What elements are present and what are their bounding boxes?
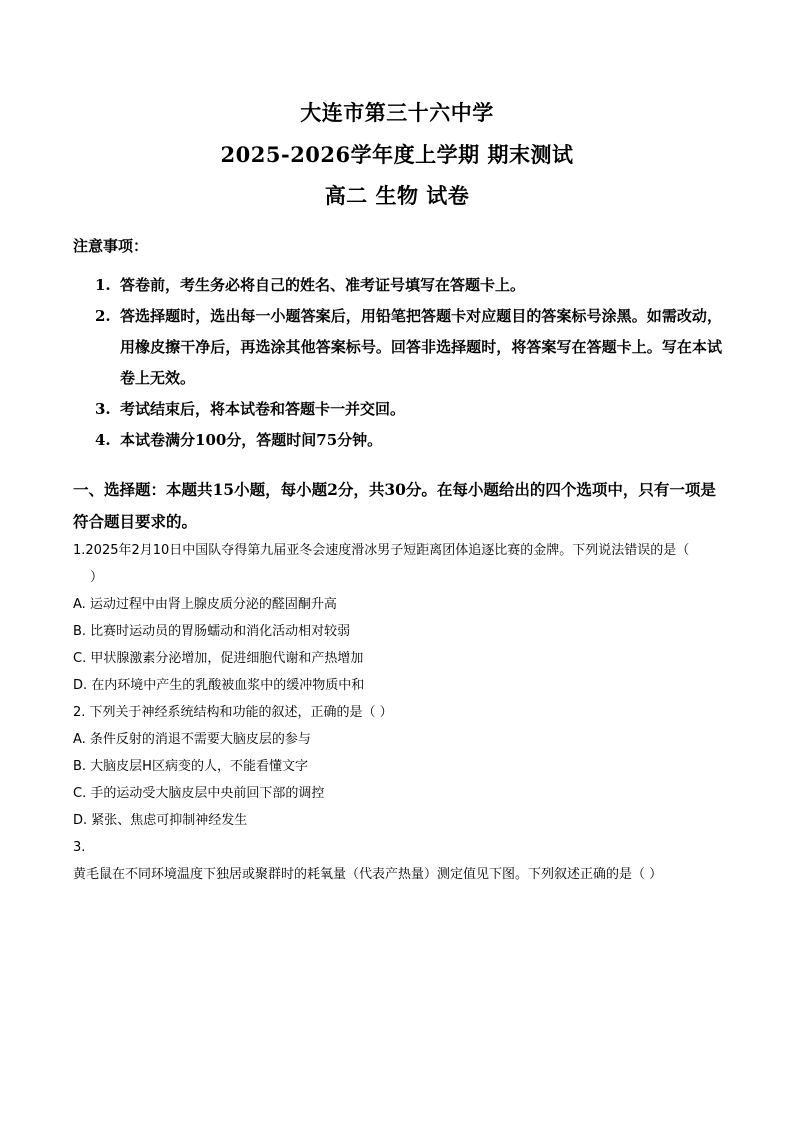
question-1-stem-line2: ） [90, 570, 104, 585]
notice-list [0, 270, 794, 456]
question-1-option-b: B. 比赛时运动员的胃肠蠕动和消化活动相对较弱 [73, 624, 351, 639]
notice-heading: 注意事项： [73, 237, 149, 255]
question-2-option-b: B. 大脑皮层H区病变的人，不能看懂文字 [73, 759, 308, 774]
question-2-option-d: D. 紧张、焦虑可抑制神经发生 [73, 813, 248, 828]
question-3-stem: 黄毛鼠在不同环境温度下独居或聚群时的耗氧量（代表产热量）测定值见下图。下列叙述正确的是（ ） [73, 867, 663, 882]
question-1-stem-line1: 1.2025年2月10日中国队夺得第九届亚冬会速度滑冰男子短距离团体追逐比赛的金牌。下列说法错误的是（ [73, 543, 690, 558]
question-1-stem [73, 537, 725, 591]
question-1-option-a: A. 运动过程中由肾上腺皮质分泌的醛固酮升高 [73, 597, 337, 612]
question-1-option-d: D. 在内环境中产生的乳酸被血浆中的缓冲物质中和 [73, 678, 365, 693]
notice-item-text: 本试卷满分100分，答题时间75分钟。 [120, 431, 383, 449]
notice-item-text: 答选择题时，选出每一小题答案后，用铅笔把答题卡对应题目的答案标号涂黑。如需改动，用橡皮擦干净后，再选涂其他答案标号。回答非选择题时，将答案写在答题卡上。写在本试卷上无效。 [120, 307, 722, 387]
question-3-number: 3. [73, 840, 86, 855]
notice-item [0, 301, 794, 394]
notice-item-number: 1. [95, 276, 111, 294]
subject-title: 高二 生物 试卷 [324, 183, 470, 208]
notice-item-number: 2. [95, 307, 111, 325]
notice-item-number: 3. [95, 400, 111, 418]
section-heading: 一、选择题：本题共15小题，每小题2分，共30分。在每小题给出的四个选项中，只有一项是符合题目要求的。 [73, 480, 716, 531]
notice-item [0, 394, 794, 425]
school-title: 大连市第三十六中学 [300, 100, 494, 125]
term-title: 2025-2026学年度上学期 期末测试 [220, 142, 574, 167]
notice-item [0, 270, 794, 301]
notice-item-text: 考试结束后，将本试卷和答题卡一并交回。 [120, 400, 406, 418]
question-2-option-a: A. 条件反射的消退不需要大脑皮层的参与 [73, 732, 311, 747]
notice-item-text: 答卷前，考生务必将自己的姓名、准考证号填写在答题卡上。 [120, 276, 526, 294]
question-2-option-c: C. 手的运动受大脑皮层中央前回下部的调控 [73, 786, 325, 801]
notice-item-number: 4. [95, 431, 111, 449]
question-1-option-c: C. 甲状腺激素分泌增加，促进细胞代谢和产热增加 [73, 651, 364, 666]
notice-item [0, 425, 794, 456]
question-2-stem: 2. 下列关于神经系统结构和功能的叙述，正确的是（ ） [73, 705, 393, 720]
